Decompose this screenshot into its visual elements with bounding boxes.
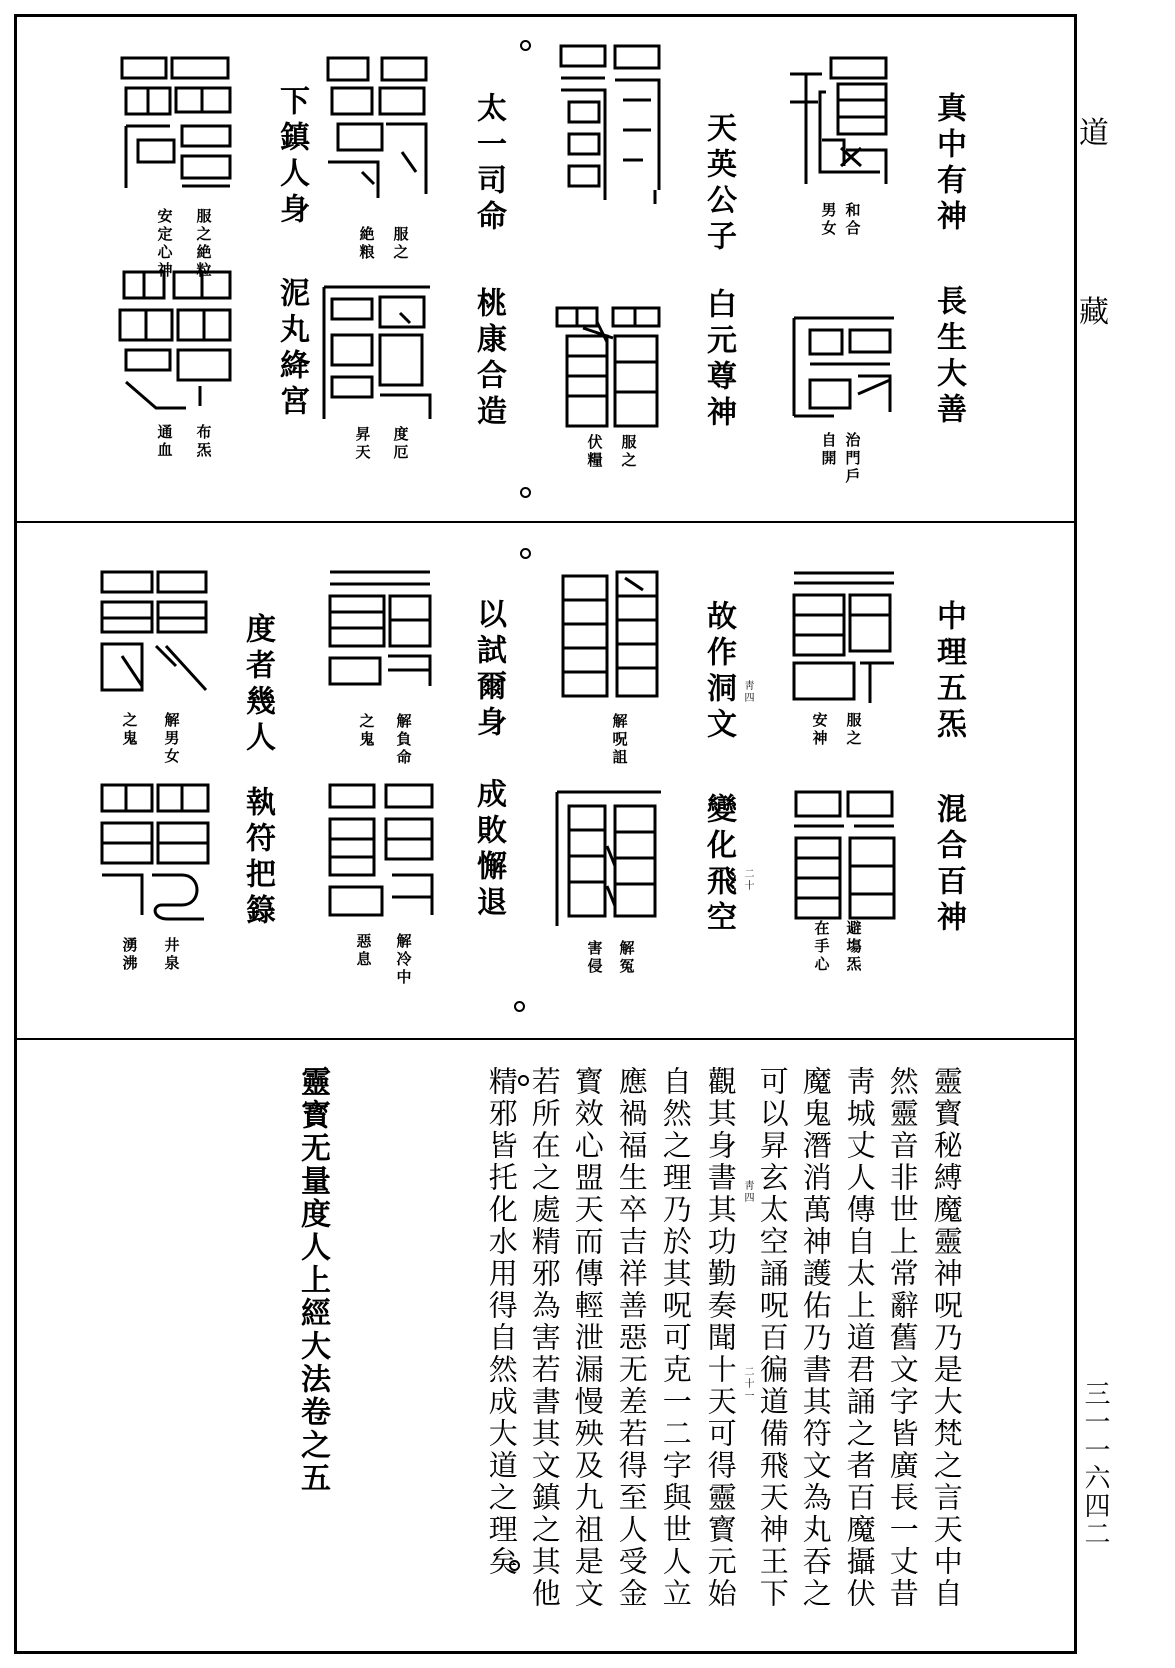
text-column: 自然之理乃於其呪可克一二字與世人立 (658, 1066, 693, 1610)
mid-talisman2-note-b: 在手心 (812, 920, 831, 974)
closing-title: 靈寳无量度人上經大法卷之五 (295, 1066, 330, 1495)
talisman-seal-icon (118, 52, 238, 192)
mid-talisman5-note-b: 之鬼 (357, 713, 376, 749)
margin-collection-char-2: 藏 (1079, 295, 1109, 330)
text-column: 精邪皆托化水用得自然成大道之理矣 (484, 1066, 519, 1578)
top-talisman4-note-b: 伏糧 (585, 434, 604, 470)
text-column: 觀其身書其功勤奏聞十天可得靈寳元始 (703, 1066, 738, 1610)
top-talisman5-note-b: 絶粮 (357, 226, 376, 262)
mid-col2-second-heading: 變化飛空 (701, 793, 736, 937)
mid-talisman6-note-a: 解冷中 (394, 933, 413, 987)
talisman-seal-icon (553, 786, 665, 932)
top-talisman1-note-b: 男女 (819, 202, 838, 238)
text-column: 寳效心盟天而傳輕泄漏慢殃及九祖是文 (570, 1066, 605, 1610)
text-column: 靑城丈人傳自太上道君誦之者百魔攝伏 (842, 1066, 877, 1610)
mid-talisman2-note-a: 避塲炁 (844, 920, 863, 974)
talisman-seal-icon (555, 566, 665, 704)
top-col6-heading: 下鎮人身 (274, 85, 309, 229)
mid-page-mark-2: 二十 (742, 868, 753, 892)
mid-col4-heading: 以試爾身 (471, 598, 506, 742)
text-column: 然靈音非世上常辭舊文字皆廣長一丈昔 (885, 1066, 920, 1610)
top-talisman7-note-a: 服之絶粒 (194, 208, 213, 280)
mid-talisman4-note-a: 解冤 (617, 940, 636, 976)
top-col4-heading: 太一司命 (471, 92, 506, 236)
talisman-seal-icon (320, 283, 435, 423)
top-talisman7-note-b: 安定心神 (155, 208, 174, 280)
mid-talisman7-note-b: 之鬼 (120, 712, 139, 748)
top-talisman8-note-b: 通血 (155, 424, 174, 460)
text-column: 若所在之處精邪為害若書其文鎮之其他 (527, 1066, 562, 1610)
mid-talisman4-note-b: 害侵 (585, 940, 604, 976)
mid-talisman5-note-a: 解負命 (394, 713, 413, 767)
talisman-seal-icon (96, 779, 214, 923)
top-col2-second-heading: 白元尊神 (701, 288, 736, 432)
mid-page-mark-1: 靑四 (742, 680, 753, 704)
talisman-seal-icon (322, 52, 434, 202)
margin-page-number: 三一一六四二 (1080, 1380, 1110, 1548)
mid-talisman1-note-a: 服之 (844, 712, 863, 748)
talisman-seal-icon (790, 786, 898, 926)
talisman-seal-icon (116, 266, 238, 414)
mid-talisman6-note-b: 惡息 (354, 933, 373, 969)
talisman-seal-icon (555, 40, 665, 210)
mid-talisman7-note-a: 解男女 (162, 712, 181, 766)
talisman-seal-icon (326, 779, 438, 921)
top-talisman2-note-b: 自開 (819, 432, 838, 468)
top-talisman6-note-a: 度厄 (391, 426, 410, 462)
top-col4-second-heading: 桃康合造 (471, 287, 506, 431)
top-col1-heading: 真中有神 (931, 92, 966, 236)
top-talisman6-note-b: 昇天 (353, 426, 372, 462)
top-col2-heading: 天英公子 (701, 112, 736, 256)
mid-col6-heading: 度者幾人 (240, 613, 275, 757)
talisman-seal-icon (553, 302, 665, 430)
top-col6-second-heading: 泥丸絳宮 (274, 277, 309, 421)
circle-marker-icon (514, 1001, 525, 1012)
section-divider-1 (14, 521, 1077, 523)
bottom-page-mark-2: 二十一 (742, 1366, 753, 1402)
talisman-seal-icon (326, 566, 434, 690)
circle-marker-icon (520, 40, 531, 51)
top-talisman2-note-a: 治門戶 (843, 432, 862, 486)
text-column: 可以昇玄太空誦呪百徧道備飛天神王下 (755, 1066, 790, 1610)
mid-talisman3-note-a: 解呪詛 (610, 713, 629, 767)
top-talisman4-note-a: 服之 (619, 434, 638, 470)
text-column: 應禍福生卒吉祥善惡无差若得至人受金 (614, 1066, 649, 1610)
mid-talisman8-note-a: 井泉 (162, 937, 181, 973)
mid-talisman1-note-b: 安神 (810, 712, 829, 748)
mid-col1-heading: 中理五炁 (931, 600, 966, 744)
margin-collection-char-1: 道 (1079, 116, 1109, 151)
text-column: 靈寳秘縛魔靈神呪乃是大梵之言天中自 (929, 1066, 964, 1610)
talisman-seal-icon (96, 566, 212, 700)
circle-marker-icon (520, 487, 531, 498)
mid-talisman8-note-b: 湧沸 (120, 937, 139, 973)
talisman-seal-icon (786, 52, 896, 192)
section-divider-2 (14, 1038, 1077, 1040)
mid-col6-second-heading: 執符把籙 (240, 786, 275, 930)
top-col1-second-heading: 長生大善 (931, 285, 966, 429)
mid-col1-second-heading: 混合百神 (931, 793, 966, 937)
talisman-seal-icon (790, 567, 898, 705)
talisman-seal-icon (790, 312, 898, 420)
top-talisman8-note-a: 布炁 (194, 424, 213, 460)
text-column: 魔鬼潛消萬神護佑乃書其符文為丸吞之 (798, 1066, 833, 1610)
mid-col4-second-heading: 成敗懈退 (471, 778, 506, 922)
top-talisman5-note-a: 服之 (391, 226, 410, 262)
top-talisman1-note-a: 和合 (843, 202, 862, 238)
bottom-page-mark-1: 靑四 (742, 1180, 753, 1204)
mid-col2-heading: 故作洞文 (701, 600, 736, 744)
circle-marker-icon (520, 548, 531, 559)
